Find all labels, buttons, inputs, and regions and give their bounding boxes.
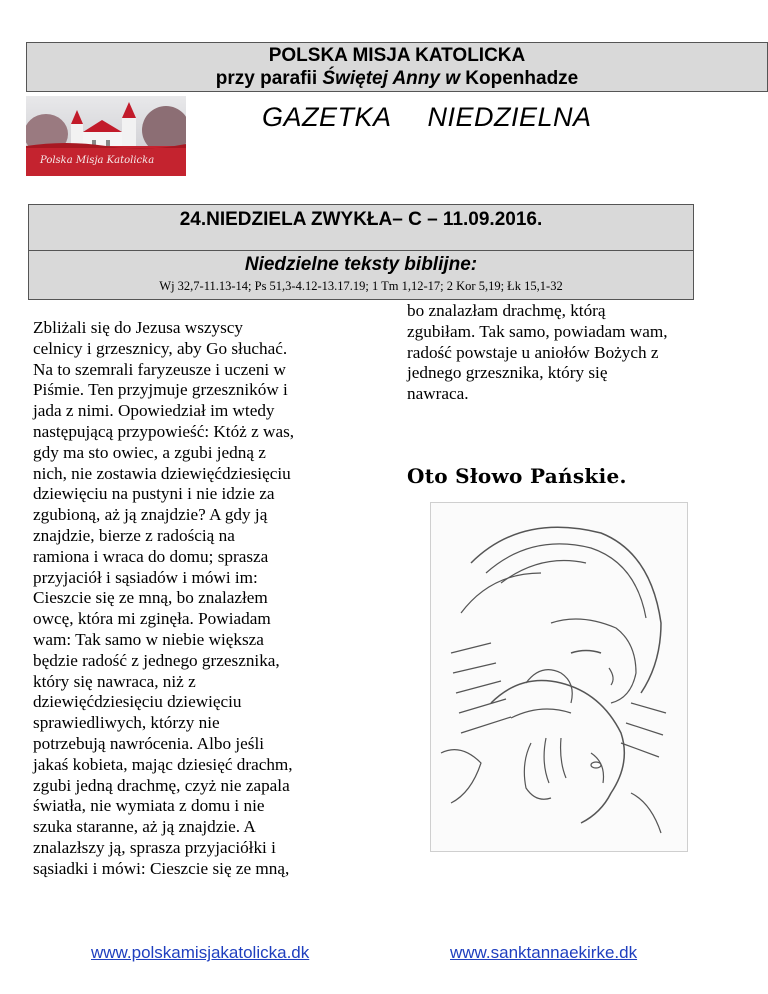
text-line: celnicy i grzesznicy, aby Go słuchać. — [33, 338, 288, 358]
text-line: ramiona i wraca do domu; sprasza — [33, 546, 269, 566]
mission-name: POLSKA MISJA KATOLICKA — [268, 45, 526, 66]
newsletter-title: GAZETKA NIEDZIELNA — [262, 102, 592, 132]
text-line: będzie radość z jednego grzesznika, — [33, 650, 280, 670]
text-line: Piśmie. Ten przyjmuje grzeszników i — [33, 380, 288, 400]
text-line: następującą przypowieść: Któż z was, — [33, 421, 295, 441]
text-line: Na to szemrali faryzeusze i uczeni w — [33, 359, 286, 379]
text-line: zgubi jedną drachmę, czyż nie zapala — [33, 775, 290, 795]
biblical-references: Wj 32,7-11.13-14; Ps 51,3-4.12-13.17.19; 1 Tm 1,12-17; 2 Kor 5,19; Łk 15,1-32 — [159, 279, 563, 293]
text-line: znalazłszy ją, sprasza przyjaciółki i — [33, 837, 276, 857]
sunday-heading: 24.NIEDZIELA ZWYKŁA– C – 11.09.2016. — [179, 209, 543, 230]
text-line: Zbliżali się do Jezusa wszyscy — [33, 318, 244, 337]
svg-text:Polska Misja Katolicka: Polska Misja Katolicka — [40, 155, 155, 166]
footer-link-parish[interactable]: www.sanktannaekirke.dk — [450, 943, 638, 962]
footer-link-mission[interactable]: www.polskamisjakatolicka.dk — [91, 943, 310, 962]
text-line: sąsiadki i mówi: Cieszcie się ze mną, — [33, 858, 290, 878]
text-line: potrzebują nawrócenia. Albo jeśli — [33, 733, 264, 753]
text-line: szuka staranne, aż ją znajdzie. A — [33, 817, 256, 837]
text-line: Cieszcie się ze mną, bo znalazłem — [33, 588, 268, 608]
logo-caption — [39, 155, 154, 166]
closing-phrase: Oto Słowo Pańskie. — [407, 464, 627, 488]
text-line: który się nawraca, niż z — [33, 671, 196, 691]
text-line: dziewięciu na pustyni i nie idzie za — [33, 484, 275, 504]
text-line: radość powstaje u aniołów Bożych z — [407, 342, 659, 362]
text-line: jednego grzesznika, który się — [407, 363, 608, 383]
text-line: zgubioną, aż ją znajdzie? A gdy ją — [33, 505, 268, 525]
text-line: nawraca. — [407, 384, 469, 404]
divider — [29, 250, 693, 251]
text-line: gdy ma sto owiec, a zgubi jedną z — [33, 442, 266, 462]
mission-logo — [26, 96, 186, 176]
header-banner — [26, 42, 768, 92]
text-line: dziewięćdziesięciu dziewięciu — [33, 692, 242, 712]
text-line: jakaś kobieta, mając dziesięć drachm, — [33, 754, 293, 774]
sunday-title-box — [28, 204, 694, 300]
text-line: zgubiłam. Tak samo, powiadam wam, — [407, 321, 668, 341]
gospel-text-left — [33, 318, 366, 880]
text-line: jada z nimi. Opowiedział im wtedy — [33, 401, 275, 421]
shepherd-lamb-illustration — [430, 502, 688, 852]
biblical-texts-heading: Niedzielne teksty biblijne: — [244, 254, 478, 275]
text-line: przyjaciół i sąsiadów i mówi im: — [33, 567, 258, 587]
text-line: światła, nie wymiata z domu i nie — [33, 796, 265, 816]
text-line: nich, nie zostawia dziewięćdziesięciu — [33, 463, 291, 483]
text-line: owcę, która mi zginęła. Powiadam — [33, 609, 271, 629]
parish-line: przy parafii Świętej Anny w Kopenhadze — [215, 68, 579, 89]
gospel-text-right — [407, 301, 752, 405]
text-line: bo znalazłam drachmę, którą — [407, 301, 606, 320]
text-line: sprawiedliwych, którzy nie — [33, 713, 220, 733]
text-line: wam: Tak samo w niebie większa — [33, 629, 264, 649]
text-line: znajdzie, bierze z radością na — [33, 525, 235, 545]
